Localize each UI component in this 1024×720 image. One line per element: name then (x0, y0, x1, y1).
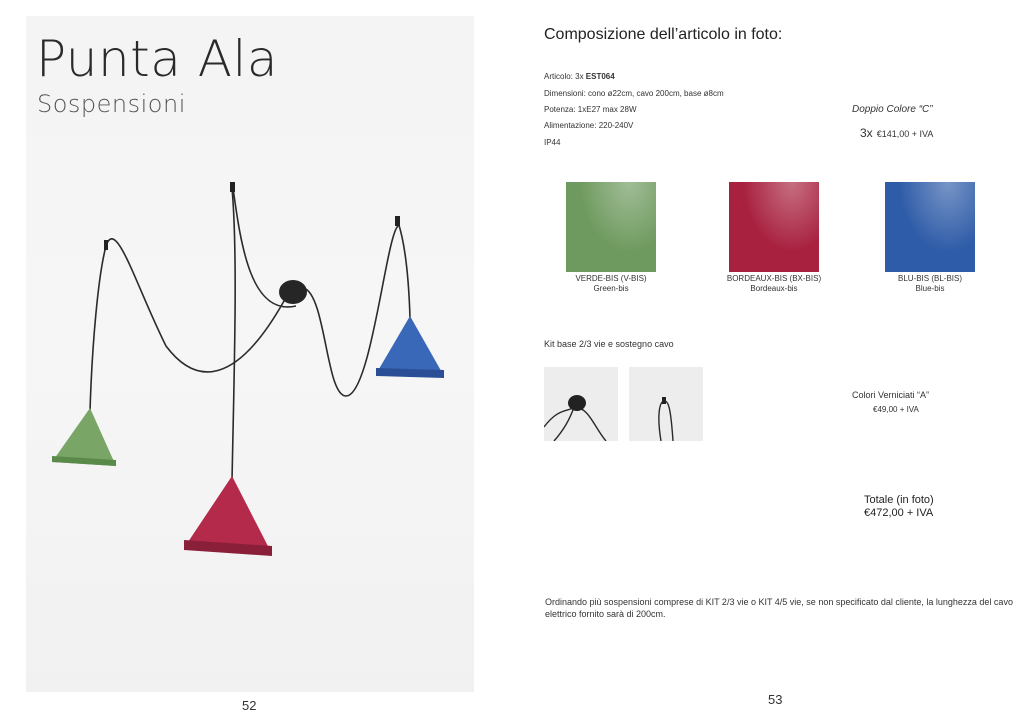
hook-right (395, 216, 400, 226)
page-number-left: 52 (242, 698, 257, 713)
kit-base-photo (544, 367, 618, 441)
swatch-name: BLU-BIS (BL-BIS) (897, 274, 962, 283)
lamp-green (52, 408, 116, 466)
product-subtitle: Sospensioni (37, 90, 186, 118)
swatch-name: VERDE-BIS (V-BIS) (575, 274, 647, 283)
swatch-sub: Bordeaux-bis (750, 284, 798, 293)
swatch-label-blu (860, 274, 1000, 294)
cable-left-loop (106, 239, 284, 372)
cable-blue (398, 222, 410, 318)
swatch-blu (885, 182, 975, 272)
spec-articolo-label: Articolo: 3x (544, 72, 586, 81)
spec-potenza: Potenza: 1xE27 max 28W (544, 105, 637, 114)
total-price: €472,00 + IVA (864, 507, 934, 519)
page-number-right: 53 (768, 692, 783, 707)
total-block (864, 494, 934, 520)
swatch-name: BORDEAUX-BIS (BX-BIS) (726, 274, 822, 283)
spec-dimensioni: Dimensioni: cono ø22cm, cavo 200cm, base ø8cm (544, 89, 724, 98)
spec-alimentazione: Alimentazione: 220-240V (544, 121, 634, 130)
lamp-blue (376, 316, 444, 378)
quantity: 3x (860, 126, 873, 140)
swatch-sub: Green-bis (593, 284, 629, 293)
double-color-label: Doppio Colore “C” (852, 104, 933, 115)
swatch-label-bordeaux (704, 274, 844, 294)
hook-left (104, 240, 108, 250)
ceiling-canopy (279, 280, 307, 304)
kit-price: €49,00 + IVA (873, 405, 919, 414)
unit-price-line (860, 124, 933, 142)
ordering-note: Ordinando più sospensioni comprese di KIT 2/3 vie o KIT 4/5 vie, se non specificato dal cliente, la lunghezza del cavo elettrico fornito sarà di 200cm. (545, 597, 1013, 619)
cable-green (90, 246, 106, 411)
product-title: Punta Ala (36, 30, 279, 88)
spec-articolo (544, 72, 615, 81)
swatch-sub: Blue-bis (915, 284, 945, 293)
swatch-bordeaux (729, 182, 819, 272)
spec-articolo-code: EST064 (585, 72, 615, 81)
kit-hook-photo (629, 367, 703, 441)
kit-label: Kit base 2/3 vie e sostegno cavo (544, 339, 674, 349)
spec-ip: IP44 (544, 138, 561, 147)
kit-colors-label: Colori Verniciati “A” (852, 390, 930, 400)
swatch-label-verde (541, 274, 681, 294)
cable-red (232, 188, 235, 481)
hook-center (230, 182, 235, 192)
total-label: Totale (in foto) (864, 494, 934, 506)
swatch-verde (566, 182, 656, 272)
unit-price: €141,00 + IVA (876, 129, 934, 139)
lamp-red (184, 476, 272, 556)
composition-heading: Composizione dell’articolo in foto: (544, 26, 783, 43)
